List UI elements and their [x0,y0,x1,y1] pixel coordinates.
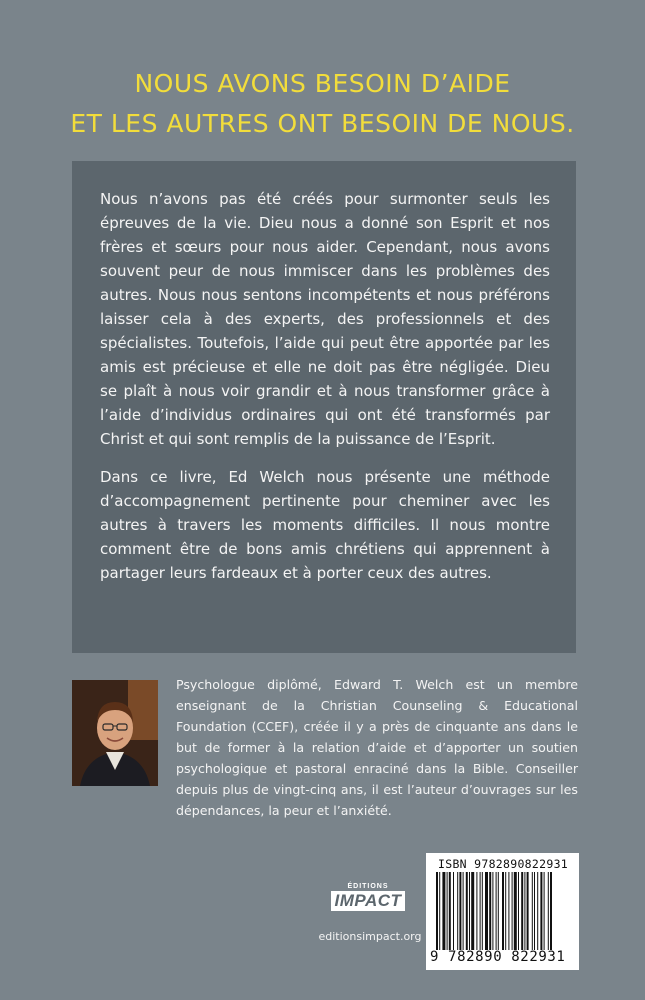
publisher-logo [332,882,404,916]
blurb-panel [72,161,576,653]
author-portrait-icon [72,680,158,786]
headline-line-1: NOUS AVONS BESOIN D’AIDE [134,69,511,98]
author-bio: Psychologue diplômé, Edward T. Welch est un membre enseignant de la Christian Counseling & Educational Foundation (CCEF), créée il y a près de cinquante ans dans le but de former à la relation d’aide et d’apporter un soutien psychologique et pastoral enraciné dans la Bible. Conseiller depuis plus de vingt-cinq ans, il est l’auteur d’ouvrages sur les dépendances, la peur et l’anxiété. [176,677,578,818]
blurb-paragraph-1: Nous n’avons pas été créés pour surmonter seuls les épreuves de la vie. Dieu nous a donné son Esprit et nos frères et sœurs pour nous aider. Cependant, nous avons souvent peur de nous immiscer dans les problèmes des autres. Nous nous sentons incompétents et nous préférons laisser cela à des experts, des professionnels et des spécialistes. Toutefois, l’aide qui peut être apportée par les amis est précieuse et elle ne doit pas être négligée. Dieu se plaît à nous voir grandir et à nous transformer grâce à l’aide d’individus ordinaires qui ont été transformés par Christ et qui sont remplis de la puissance de l’Esprit. [100,190,550,448]
publisher-website: editionsimpact.org [318,930,422,943]
headline-line-2: ET LES AUTRES ONT BESOIN DE NOUS. [70,109,575,138]
barcode-digits: 9 782890 822931 [430,949,566,965]
blurb-paragraph-2: Dans ce livre, Ed Welch nous présente une méthode d’accompagnement pertinente pour cheminer avec les autres à travers les moments difficiles. Il nous montre comment être de bons amis chrétiens qui apprennent à partager leurs fardeaux et à porter ceux des autres. [100,468,550,582]
headline [0,64,645,144]
publisher-logo-top: ÉDITIONS [347,883,389,890]
author-photo [72,680,158,786]
publisher-logo-main: IMPACT [331,891,406,911]
barcode [426,853,579,970]
barcode-bars-icon [432,872,573,952]
isbn-label: ISBN 9782890822931 [438,857,569,871]
